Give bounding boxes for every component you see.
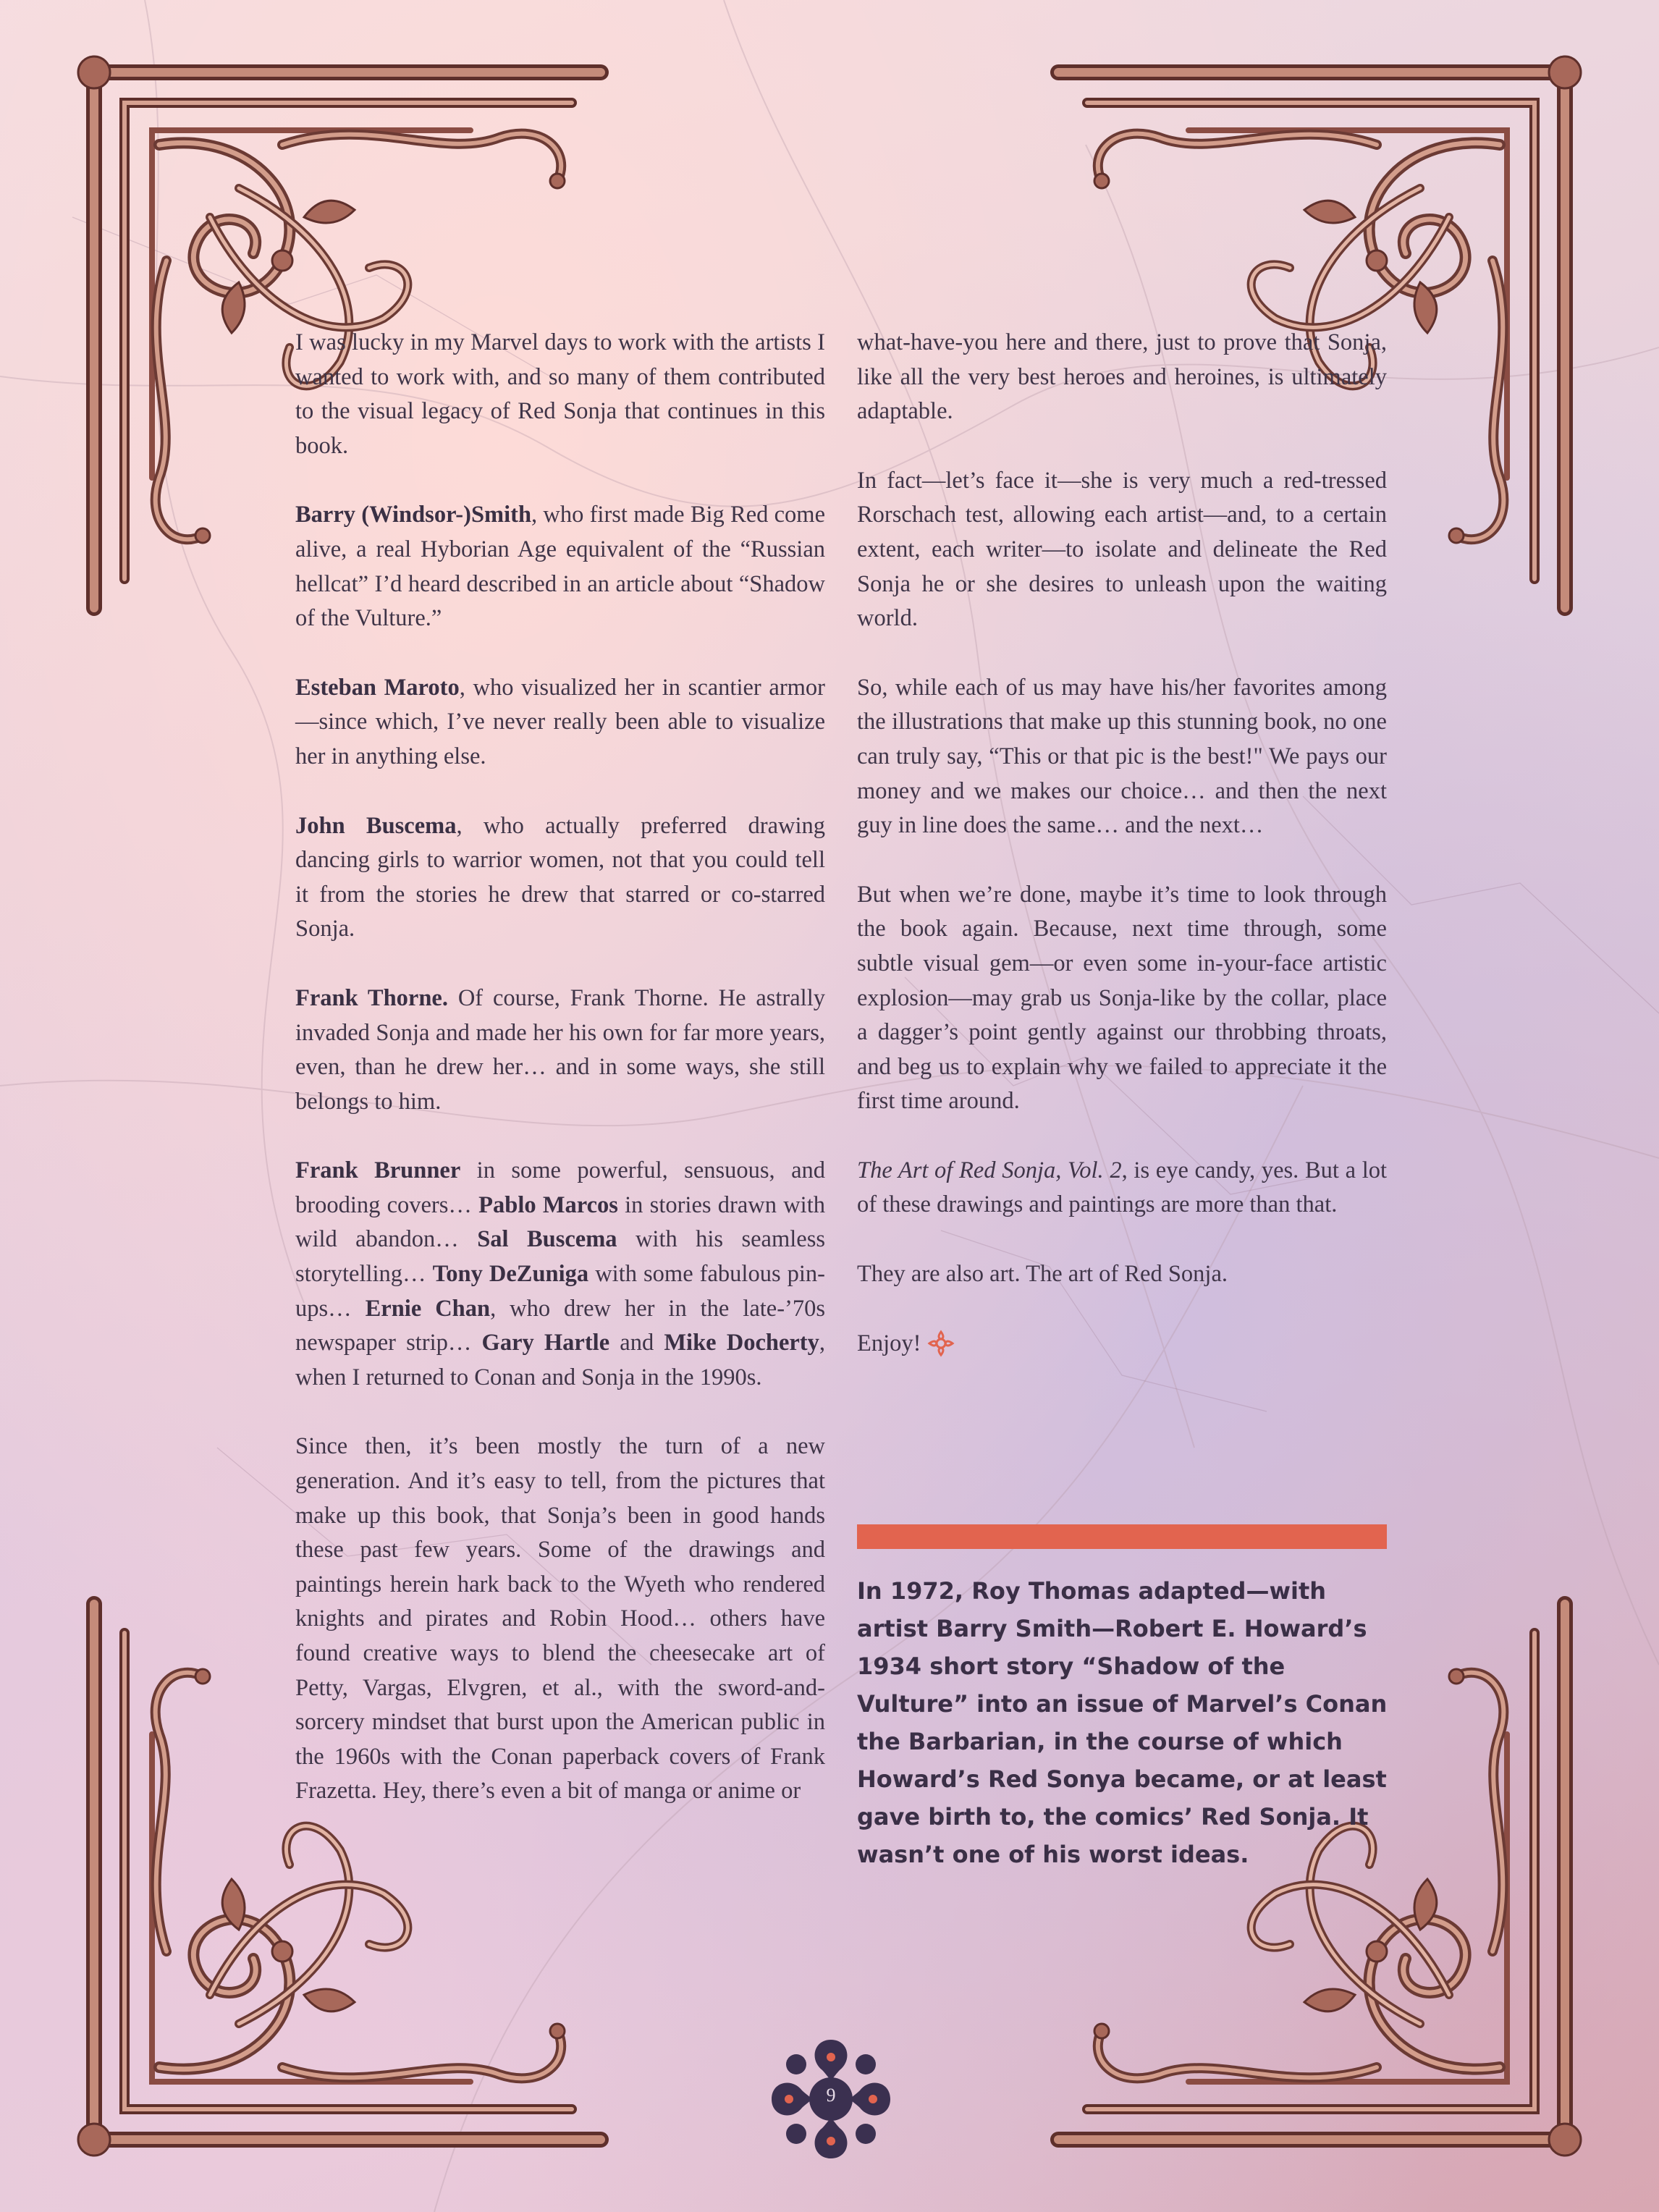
book-title: The Art of Red Sonja, Vol. 2: [857, 1157, 1122, 1183]
right-paragraph-5: The Art of Red Sonja, Vol. 2, is eye candy, yes. But a lot of these drawings and paintings are more than that.: [857, 1157, 1388, 1218]
artist-name: Barry (Windsor-)Smith: [295, 502, 532, 528]
artist-name: Frank Thorne.: [295, 984, 448, 1011]
artist-name: John Buscema: [295, 812, 457, 839]
enjoy-line: [857, 1327, 1387, 1362]
sidebar-note: In 1972, Roy Thomas adapted—with artist Barry Smith—Robert E. Howard’s 1934 short story “Shadow of the Vulture” into an issue of Marvel’s Conan the Barbarian, in the course of which Howard’s Red Sonya became, or at least gave birth to, the comics’ Red Sonja. It wasn’t one of his worst ideas.: [857, 1577, 1388, 1868]
right-paragraph-3: So, while each of us may have his/her favorites among the illustrations that make up this stunning book, no one can truly say, “This or that pic is the best!" We pays our money and we makes our choice… and then the next guy in line does the same… and the next…: [857, 674, 1387, 839]
right-column: [857, 326, 1387, 1396]
right-paragraph-1: what-have-you here and there, just to prove that Sonja, like all the very best heroes and heroines, is ultimately adaptable.: [857, 329, 1387, 425]
artist-name: Esteban Maroto: [295, 674, 460, 701]
right-paragraph-4: But when we’re done, maybe it’s time to look through the book again. Because, next time through, some subtle visual gem—or even some in-your-face artistic explosion—may grab us Sonja-like by the collar, place a dagger’s point gently against our throbbing throats, and beg us to explain why we failed to appreciate it the first time around.: [857, 881, 1387, 1115]
left-paragraph-4: John Buscema, who actually preferred drawing dancing girls to warrior women, not that you could tell it from the stories he drew that starred or co-starred Sonja.: [295, 812, 825, 942]
right-paragraph-6: They are also art. The art of Red Sonja.: [857, 1261, 1228, 1288]
left-paragraph-2: Barry (Windsor-)Smith, who first made Big Red come alive, a real Hyborian Age equivalent of the “Russian hellcat” I’d heard described in an article about “Shadow of the Vulture.”: [295, 502, 825, 632]
artist-name: Gary Hartle: [481, 1330, 610, 1356]
left-paragraph-1: I was lucky in my Marvel days to work with the artists I wanted to work with, and so many of them contributed to the visual legacy of Red Sonja that continues in this book.: [295, 329, 825, 459]
artist-name: Sal Buscema: [477, 1226, 617, 1253]
left-paragraph-6: Frank Brunner in some powerful, sensuous, and brooding covers… Pablo Marcos in stories drawn with wild abandon… Sal Buscema with his seamless storytelling… Tony DeZuniga with some fabulous pin-ups… Ernie Chan, who drew her in the late-’70s newspaper strip… Gary Hartle and Mike Docherty, when I returned to Conan and Sonja in the 1990s.: [295, 1157, 826, 1390]
left-paragraph-5: Frank Thorne. Of course, Frank Thorne. He astrally invaded Sonja and made her his own for far more years, even, than he drew her… and in some ways, she still belongs to him.: [295, 984, 825, 1115]
accent-bar: [857, 1524, 1387, 1549]
artist-name: Tony DeZuniga: [432, 1261, 589, 1288]
flourish-icon: [926, 1329, 955, 1358]
enjoy-text: Enjoy!: [857, 1330, 921, 1356]
artist-name: Frank Brunner: [295, 1157, 461, 1184]
artist-name: Mike Docherty: [664, 1330, 819, 1356]
page-number: 9: [826, 2085, 836, 2106]
artist-name: Ernie Chan: [365, 1295, 491, 1322]
left-paragraph-3: Esteban Maroto, who visualized her in scantier armor—since which, I’ve never really been able to visualize her in anything else.: [295, 674, 826, 769]
right-paragraph-2: In fact—let’s face it—she is very much a red-tressed Rorschach test, allowing each artist—and, to a certain extent, each writer—to isolate and delineate the Red Sonja he or she desires to unleash upon the waiting world.: [857, 467, 1387, 632]
artist-name: Pablo Marcos: [478, 1191, 618, 1218]
left-paragraph-7: Since then, it’s been mostly the turn of a new generation. And it’s easy to tell, from the pictures that make up this book, that Sonja’s been in good hands these past few years. Some of the drawings and paintings herein hark back to the Wyeth who rendered knights and pirates and Robin Hood… others have found creative ways to blend the cheesecake art of Petty, Vargas, Elvgren, et al., with the sword-and-sorcery mindset that burst upon the American public in the 1960s with the Conan paperback covers of Frank Frazetta. Hey, there’s even a bit of manga or anime or: [295, 1433, 825, 1804]
left-column: [295, 326, 825, 1844]
